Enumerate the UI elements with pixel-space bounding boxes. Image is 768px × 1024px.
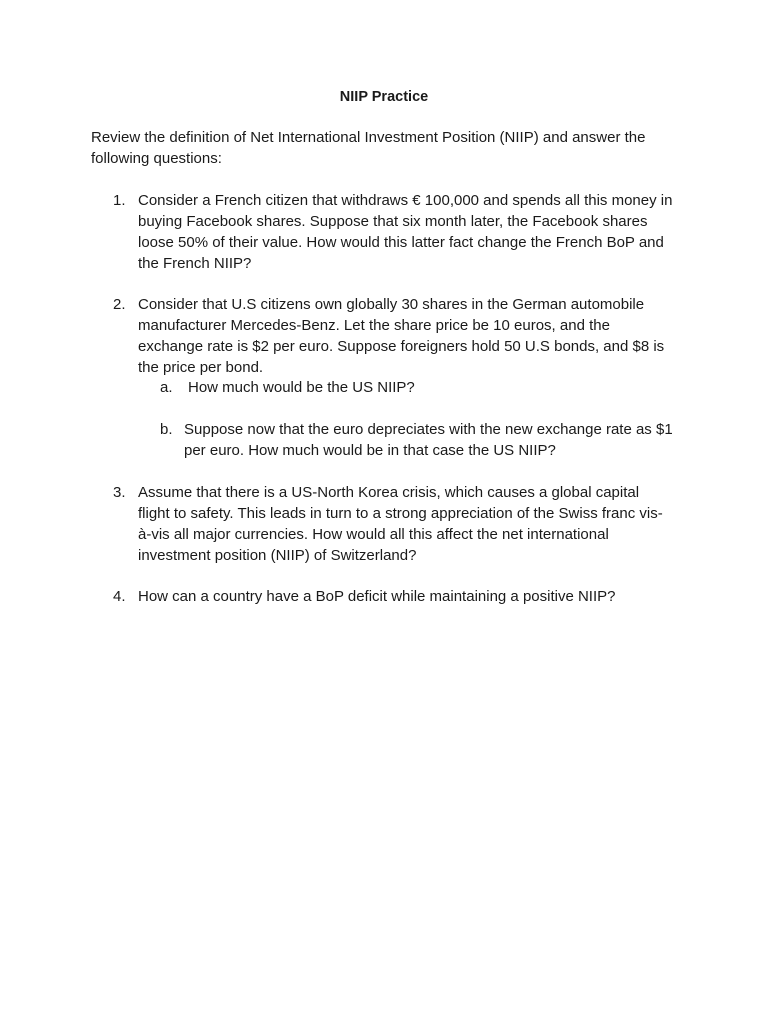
- question-1: [113, 190, 673, 274]
- question-text: Assume that there is a US-North Korea crisis, which causes a global capital flight to safety. This leads in turn to a strong appreciation of the Swiss franc vis-à-vis all major currencies. How would all this affect the net international investment position (NIIP) of Switzerland?: [138, 484, 663, 564]
- question-number: 4.: [113, 588, 126, 605]
- subquestion-2b: [160, 419, 680, 461]
- question-3: [113, 482, 673, 566]
- subquestion-letter: b.: [160, 421, 173, 438]
- subquestion-2a: [160, 377, 680, 398]
- question-4: [113, 586, 673, 607]
- subquestion-text: Suppose now that the euro depreciates with the new exchange rate as $1 per euro. How much would be in that case the US NIIP?: [184, 421, 673, 459]
- question-text: How can a country have a BoP deficit while maintaining a positive NIIP?: [138, 588, 616, 605]
- question-number: 2.: [113, 296, 126, 313]
- question-2: [113, 294, 673, 378]
- question-text: Consider that U.S citizens own globally 30 shares in the German automobile manufacturer Mercedes-Benz. Let the share price be 10 euros, and the exchange rate is $2 per euro. Suppose foreigners hold 50 U.S bonds, and $8 is the price per bond.: [138, 296, 665, 376]
- subquestion-text: How much would be the US NIIP?: [188, 379, 415, 396]
- question-number: 3.: [113, 484, 126, 501]
- question-number: 1.: [113, 192, 126, 209]
- intro-paragraph: Review the definition of Net International Investment Position (NIIP) and answer the following questions:: [91, 129, 646, 167]
- page-title: NIIP Practice: [339, 89, 429, 105]
- subquestion-letter: a.: [160, 379, 173, 396]
- question-text: Consider a French citizen that withdraws € 100,000 and spends all this money in buying Facebook shares. Suppose that six month later, the Facebook shares loose 50% of their value. How would this latter fact change the French BoP and the French NIIP?: [138, 192, 673, 272]
